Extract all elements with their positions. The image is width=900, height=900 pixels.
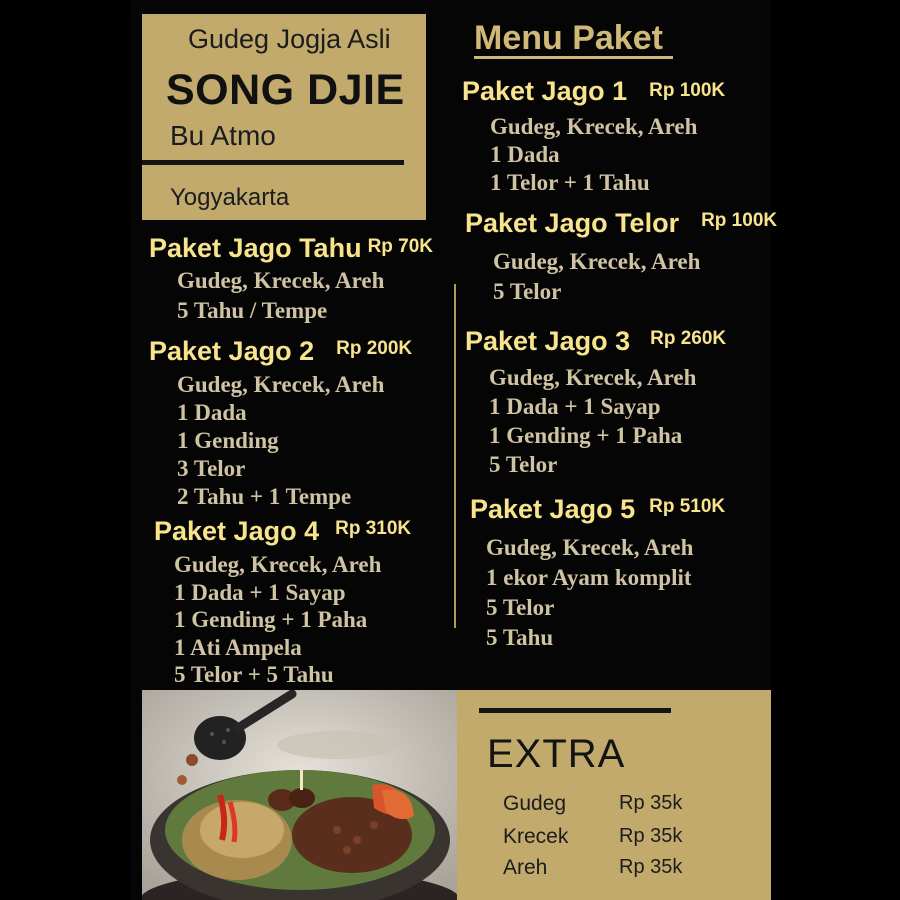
package-item: Gudeg, Krecek, Areh bbox=[493, 249, 701, 274]
brand-owner: Bu Atmo bbox=[170, 120, 276, 151]
package-price: Rp 200K bbox=[336, 338, 413, 359]
package-item: 1 Dada + 1 Sayap bbox=[174, 579, 346, 605]
package-jago-tahu bbox=[149, 233, 433, 326]
package-name: Paket Jago 1 bbox=[462, 76, 628, 106]
package-item: 1 Telor + 1 Tahu bbox=[490, 170, 650, 195]
package-item: 1 Dada + 1 Sayap bbox=[489, 394, 661, 419]
package-item: 1 ekor Ayam komplit bbox=[486, 565, 692, 590]
package-item: Gudeg, Krecek, Areh bbox=[177, 268, 385, 293]
extra-item-name: Areh bbox=[503, 856, 548, 879]
package-name: Paket Jago 5 bbox=[470, 494, 636, 524]
package-item: Gudeg, Krecek, Areh bbox=[486, 535, 694, 560]
package-item: 5 Tahu bbox=[486, 625, 554, 650]
package-item: 2 Tahu + 1 Tempe bbox=[177, 484, 352, 509]
extra-item-gudeg bbox=[503, 792, 683, 816]
package-item: 1 Gending + 1 Paha bbox=[489, 423, 683, 448]
package-price: Rp 100K bbox=[649, 80, 726, 101]
package-jago-3 bbox=[465, 326, 726, 479]
extra-item-price: Rp 35k bbox=[619, 856, 683, 878]
column-divider bbox=[454, 284, 456, 628]
package-item: Gudeg, Krecek, Areh bbox=[489, 365, 697, 390]
package-item: 5 Telor + 5 Tahu bbox=[174, 662, 334, 687]
package-item: 1 Gending + 1 Paha bbox=[174, 607, 368, 632]
package-item: 5 Telor bbox=[493, 279, 562, 304]
brand-city: Yogyakarta bbox=[170, 184, 290, 211]
package-name: Paket Jago 2 bbox=[149, 336, 315, 366]
extra-divider bbox=[479, 708, 671, 713]
package-jago-telor bbox=[465, 208, 777, 307]
extra-title: EXTRA bbox=[487, 732, 626, 776]
gudeg-photo bbox=[142, 690, 457, 900]
gudeg-illustration bbox=[142, 690, 457, 900]
package-jago-4 bbox=[154, 516, 411, 689]
package-item: 1 Dada bbox=[177, 400, 247, 425]
extra-item-name: Krecek bbox=[503, 825, 569, 848]
package-item: 3 Telor bbox=[177, 456, 246, 481]
package-price: Rp 260K bbox=[650, 328, 727, 349]
extra-panel bbox=[457, 690, 771, 900]
menu-title: Menu Paket bbox=[474, 20, 673, 59]
package-item: Gudeg, Krecek, Areh bbox=[490, 114, 698, 139]
package-name: Paket Jago Tahu bbox=[149, 233, 362, 263]
package-item: Gudeg, Krecek, Areh bbox=[177, 372, 385, 397]
package-item: 5 Telor bbox=[486, 595, 555, 620]
extra-item-price: Rp 35k bbox=[619, 792, 683, 814]
brand-tagline: Gudeg Jogja Asli bbox=[188, 24, 391, 54]
package-price: Rp 510K bbox=[649, 496, 726, 517]
package-name: Paket Jago 4 bbox=[154, 516, 320, 546]
package-item: 1 Ati Ampela bbox=[174, 634, 302, 660]
package-jago-1 bbox=[462, 76, 725, 197]
brand-name: SONG DJIE bbox=[166, 66, 405, 114]
package-item: 1 Gending bbox=[177, 428, 279, 453]
package-price: Rp 310K bbox=[335, 518, 412, 539]
package-item: 1 Dada bbox=[490, 142, 560, 167]
extra-item-krecek bbox=[503, 825, 683, 849]
extra-item-name: Gudeg bbox=[503, 792, 567, 815]
package-name: Paket Jago Telor bbox=[465, 208, 680, 238]
package-item: 5 Telor bbox=[489, 452, 558, 477]
package-price: Rp 100K bbox=[701, 210, 778, 231]
package-item: 5 Tahu / Tempe bbox=[177, 298, 328, 323]
package-price: Rp 70K bbox=[367, 236, 434, 257]
extra-item-areh bbox=[503, 856, 683, 880]
package-jago-5 bbox=[470, 494, 725, 653]
brand-divider bbox=[142, 160, 404, 165]
package-name: Paket Jago 3 bbox=[465, 326, 631, 356]
package-item: Gudeg, Krecek, Areh bbox=[174, 552, 382, 577]
brand-card bbox=[142, 14, 426, 220]
extra-item-price: Rp 35k bbox=[619, 825, 683, 847]
package-jago-2 bbox=[149, 336, 412, 511]
